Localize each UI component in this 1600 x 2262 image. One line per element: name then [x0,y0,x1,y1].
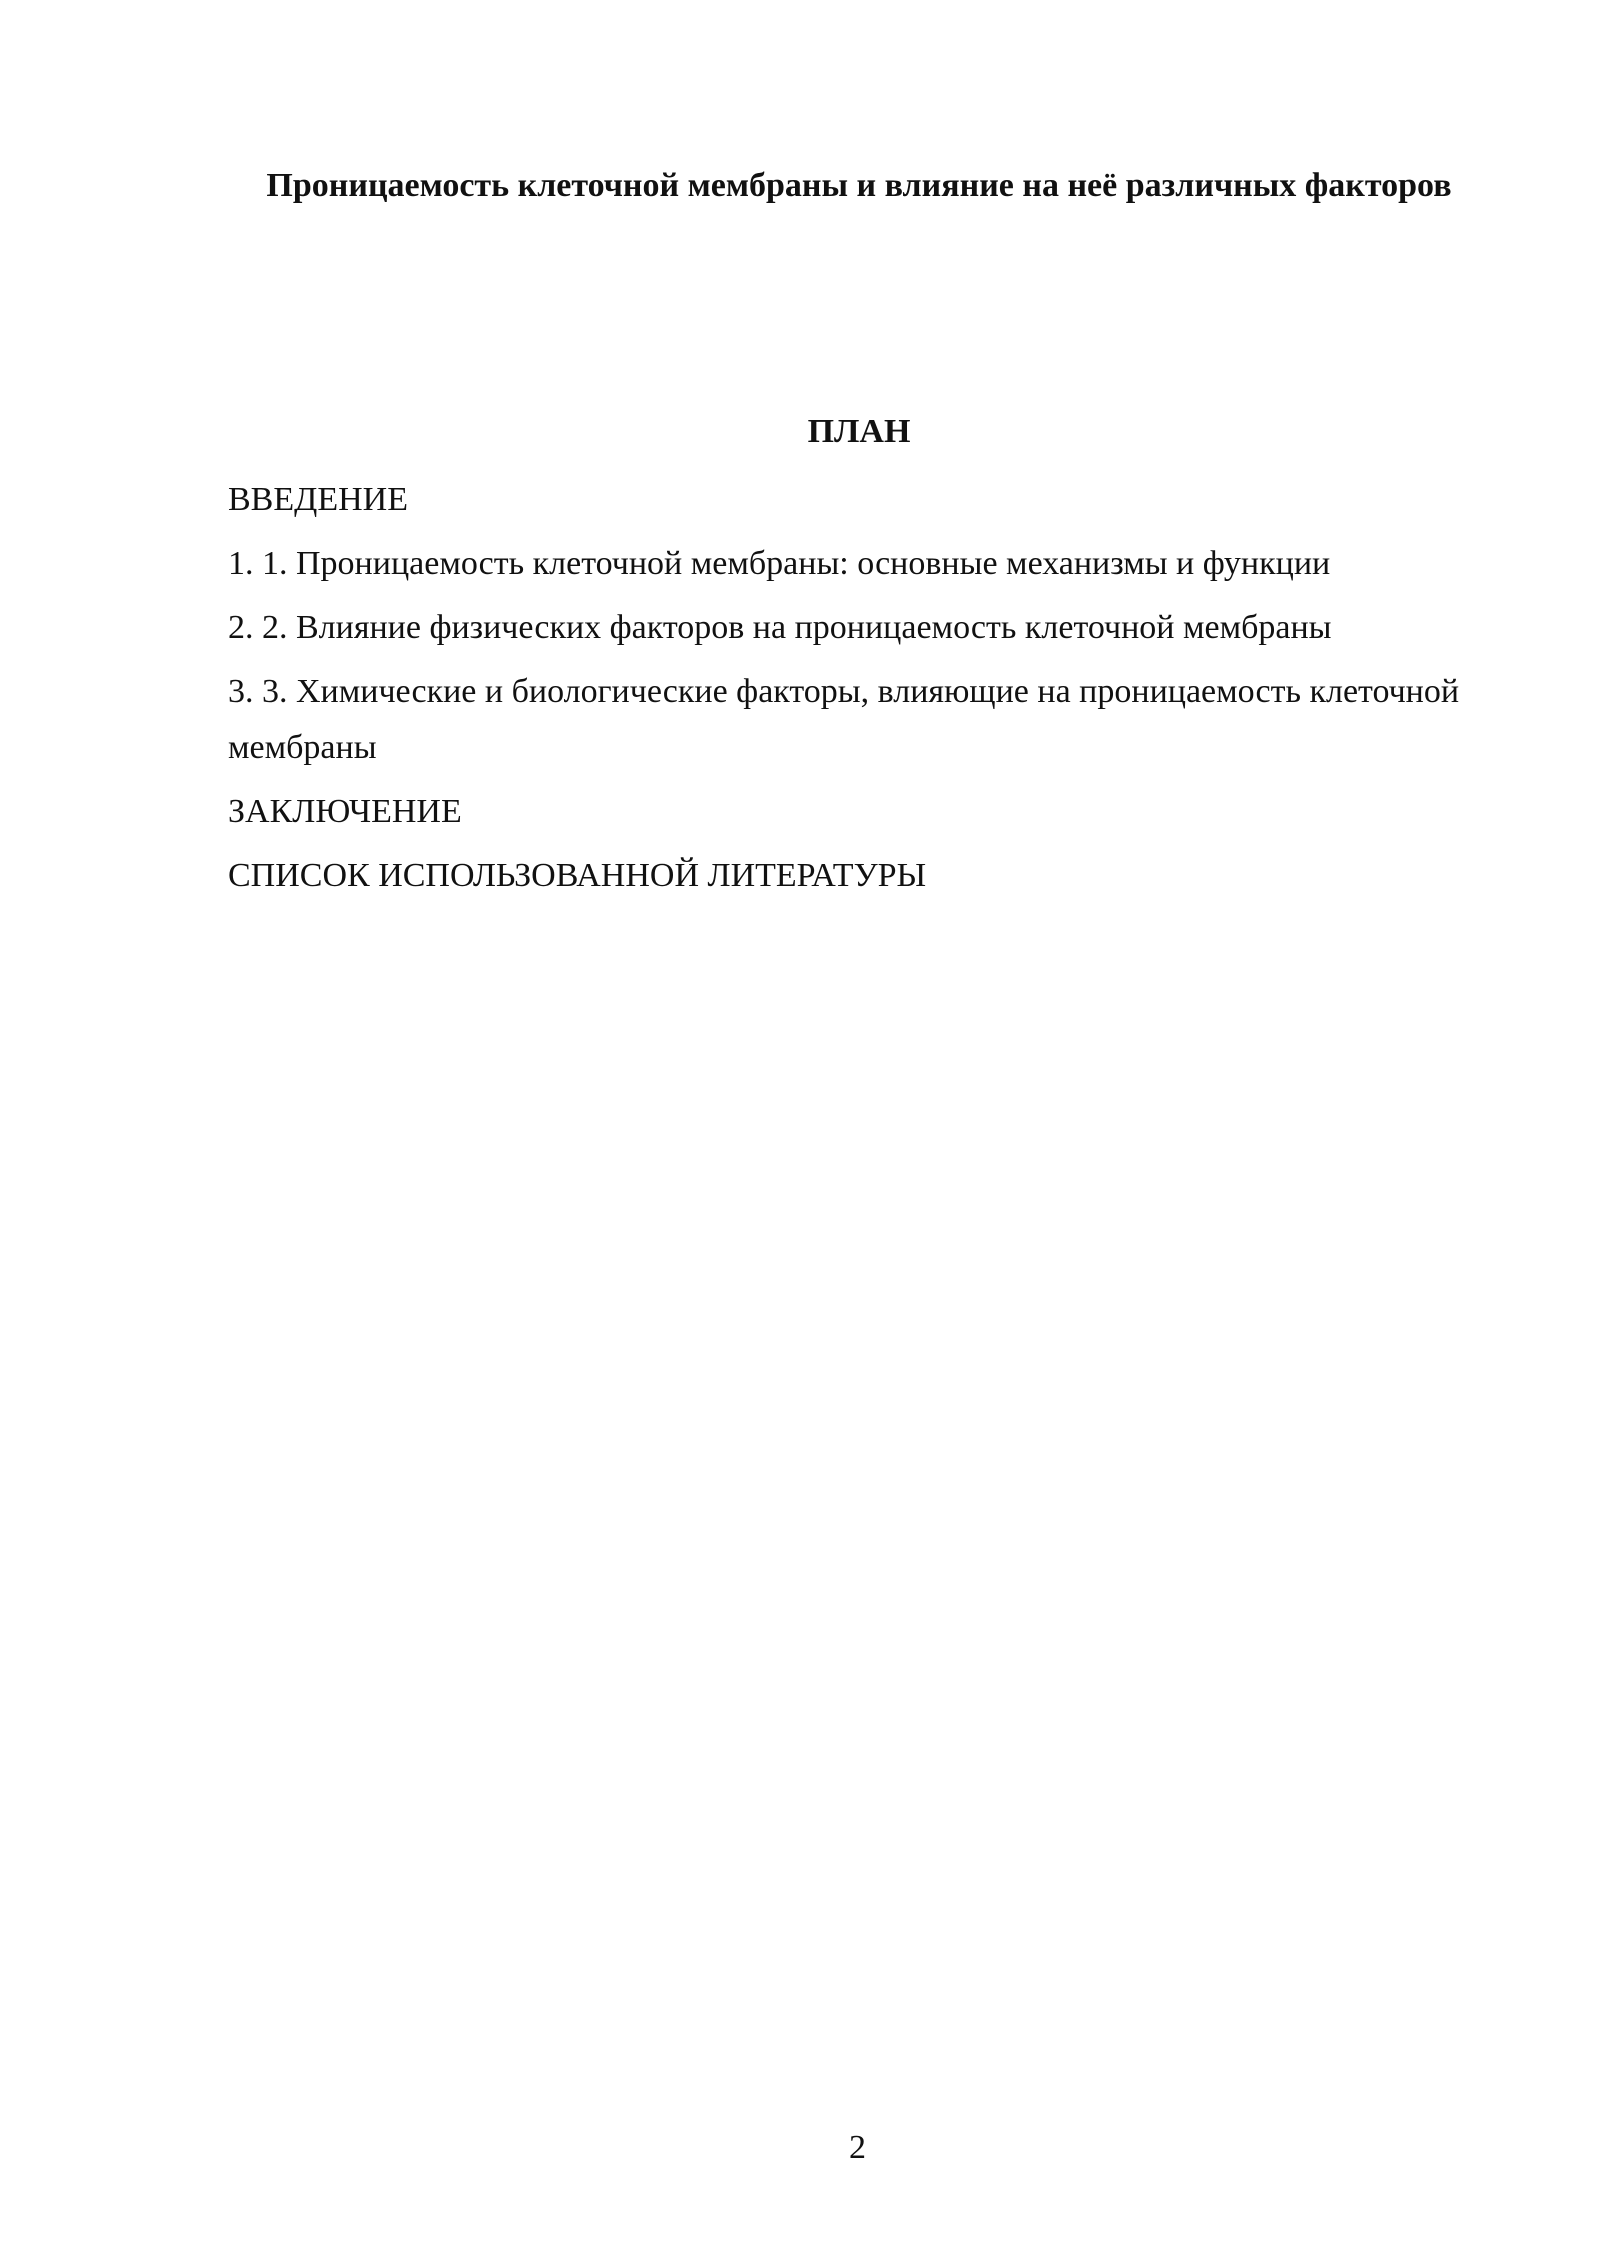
table-of-contents [228,472,1490,912]
page-number: 2 [849,2129,866,2166]
toc-item-references: СПИСОК ИСПОЛЬЗОВАННОЙ ЛИТЕРАТУРЫ [228,857,927,894]
plan-heading: ПЛАН [807,413,911,450]
toc-item-chapter-1: 1. 1. Проницаемость клеточной мембраны: основные механизмы и функции [228,545,1331,582]
document-title: Проницаемость клеточной мембраны и влияние на неё различных факторов [266,167,1452,204]
toc-item-conclusion: ЗАКЛЮЧЕНИЕ [228,793,462,830]
toc-item-introduction: ВВЕДЕНИЕ [228,481,408,518]
toc-item-chapter-2: 2. 2. Влияние физических факторов на проницаемость клеточной мембраны [228,609,1332,646]
toc-item-chapter-3: 3. 3. Химические и биологические факторы, влияющие на проницаемость клеточной мембраны [228,673,1460,766]
